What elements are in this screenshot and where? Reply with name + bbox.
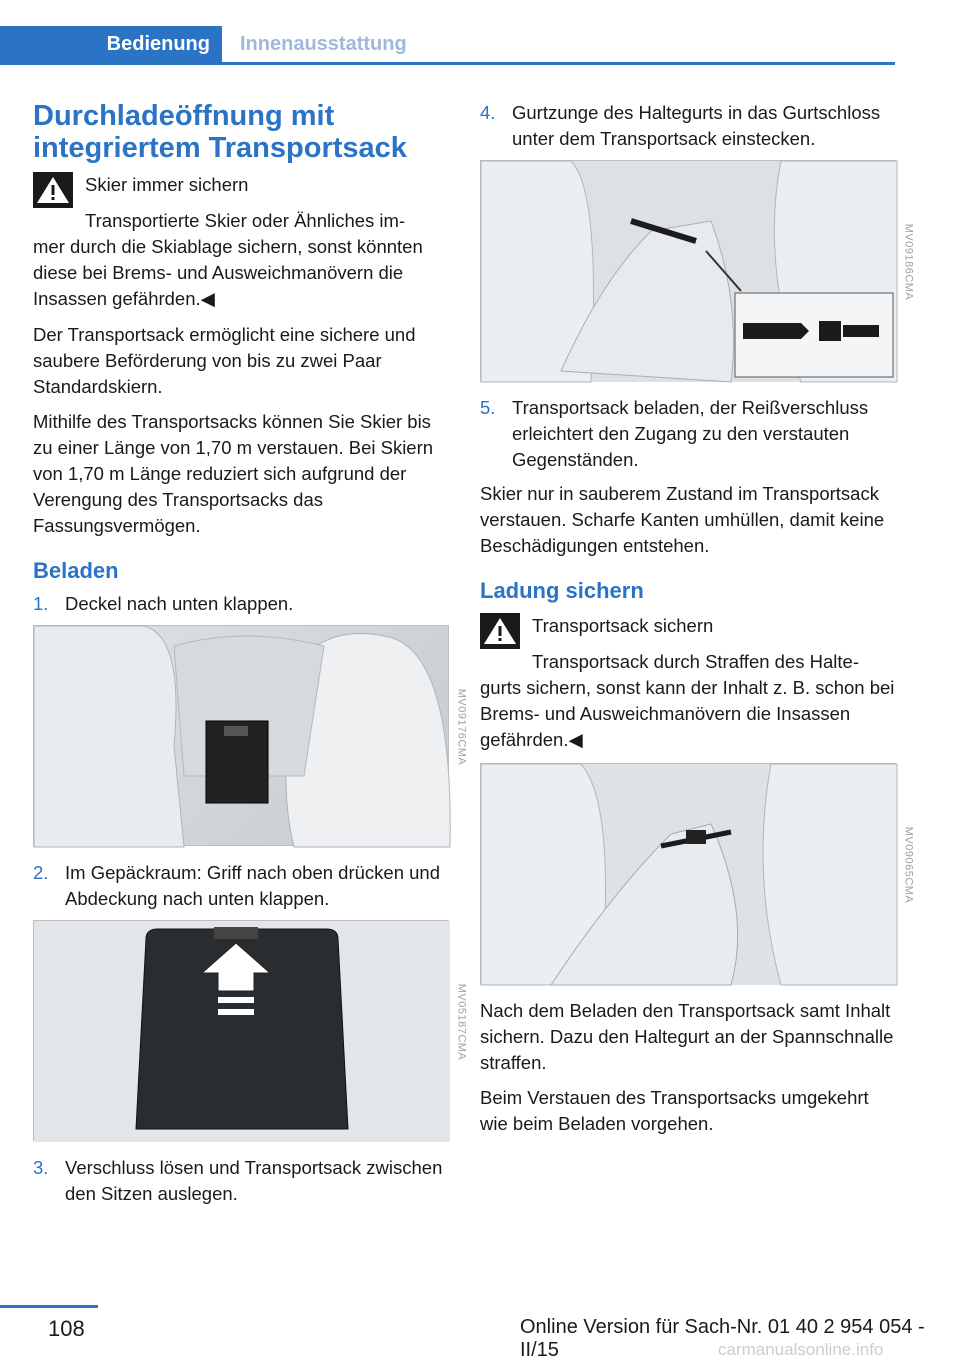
paragraph: Mithilfe des Transportsacks können Sie Skier bis zu einer Länge von 1,70 m verstauen. Bei Skiern von 1,70 m Länge reduziert sich aufgrund der Verengung des Transportsacks das Fassungsvermögen. — [33, 411, 434, 536]
warning-box — [480, 611, 898, 753]
warning-text-first-line: Transportsack durch Straffen des Halte- — [532, 651, 859, 672]
trunk-cover-illustration — [34, 921, 450, 1142]
step-text: Deckel nach unten klappen. — [65, 593, 294, 614]
right-column — [480, 100, 915, 1146]
warning-title: Transportsack sichern — [532, 615, 714, 636]
step-4 — [480, 100, 898, 152]
tab-bedienung[interactable]: Bedienung — [0, 26, 222, 62]
figure-code: MV09176CMA — [455, 688, 468, 766]
step-text: Im Gepäckraum: Griff nach oben drücken und Abdeckung nach unten klappen. — [65, 862, 440, 909]
strapped-sack-illustration — [481, 764, 897, 985]
paragraph: Nach dem Beladen den Transportsack samt Inhalt sichern. Dazu den Haltegurt an der Spannschnalle straffen. — [480, 1000, 894, 1073]
warning-text: mer durch die Skiablage sichern, sonst könnten diese bei Brems- und Ausweichmanövern die Insassen gefährden.◀ — [33, 236, 423, 309]
belt-illustration — [481, 161, 897, 382]
warning-triangle-icon — [480, 613, 520, 649]
footer-rule — [0, 1305, 98, 1308]
paragraph: Beim Verstauen des Transportsacks umgekehrt wie beim Beladen vorgehen. — [480, 1087, 869, 1134]
step-number: 1. — [33, 593, 49, 614]
paragraph: Der Transportsack ermöglicht eine sichere und saubere Beförderung von bis zu zwei Paar Standardskiern. — [33, 324, 416, 397]
warning-title: Skier immer sichern — [85, 174, 249, 195]
paragraph: Skier nur in sauberem Zustand im Transportsack verstauen. Scharfe Kanten umhüllen, damit keine Beschädigungen entstehen. — [480, 483, 885, 556]
step-number: 2. — [33, 862, 49, 883]
figure-strapped-sack — [480, 763, 915, 984]
step-number: 5. — [480, 397, 496, 418]
step-3 — [33, 1155, 451, 1207]
section-title-ladung-sichern: Ladung sichern — [480, 578, 644, 603]
page-title: Durchladeöffnung mit integriertem Transportsack — [33, 100, 407, 164]
left-column — [33, 100, 468, 1215]
figure-code: MV05187CMA — [455, 983, 468, 1061]
step-text: Gurtzunge des Haltegurts in das Gurtschloss unter dem Transportsack einstecken. — [512, 102, 881, 149]
figure-trunk-cover — [33, 920, 468, 1141]
step-2 — [33, 860, 451, 912]
step-text: Verschluss lösen und Transportsack zwischen den Sitzen auslegen. — [65, 1157, 443, 1204]
figure-code: MV09186CMA — [902, 223, 915, 301]
step-1 — [33, 591, 451, 617]
tab-innenausstattung[interactable]: Innenausstattung — [240, 33, 407, 55]
step-number: 3. — [33, 1157, 49, 1178]
online-version-note: Online Version für Sach-Nr. 01 40 2 954 054 - II/15 — [520, 1316, 925, 1361]
step-5 — [480, 395, 898, 473]
step-number: 4. — [480, 102, 496, 123]
warning-triangle-icon — [33, 172, 73, 208]
figure-belt-buckle — [480, 160, 915, 381]
warning-text: gurts sichern, sonst kann der Inhalt z. B. schon bei Brems- und Ausweichmanövern die Insassen gefährden.◀ — [480, 677, 895, 750]
warning-text-first-line: Transportierte Skier oder Ähnliches im- — [85, 210, 406, 231]
warning-box — [33, 170, 451, 312]
seat-illustration — [34, 626, 450, 847]
chapter-tabs — [0, 26, 895, 65]
section-title-beladen: Beladen — [33, 558, 119, 583]
step-text: Transportsack beladen, der Reißverschluss erleichtert den Zugang zu den verstauten Gegenständen. — [512, 397, 869, 470]
watermark: carmanualsonline.info — [718, 1340, 884, 1359]
figure-code: MV09065CMA — [902, 826, 915, 904]
page-number: 108 — [48, 1316, 85, 1341]
figure-seats-cover — [33, 625, 468, 846]
